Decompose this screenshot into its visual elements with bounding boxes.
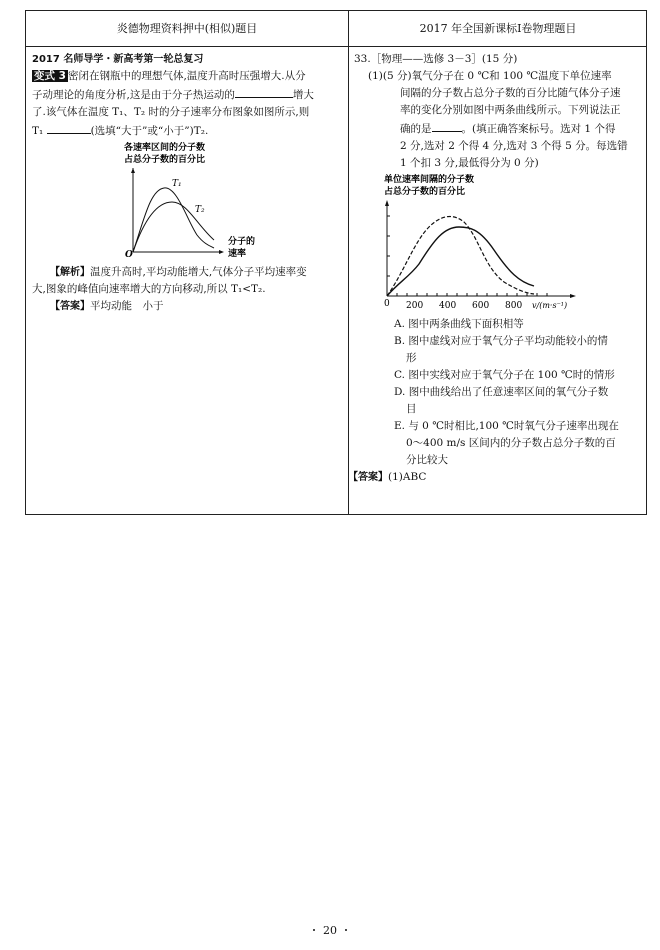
question-text: 密闭在钢瓶中的理想气体,温度升高时压强增大.从分: [67, 70, 306, 82]
answer-blank: [47, 121, 91, 134]
answer-blank: [235, 85, 293, 98]
question-text: 2 分,选对 2 个得 4 分,选对 3 个得 5 分。每选错: [400, 140, 628, 152]
question-text: 增大: [292, 89, 314, 101]
x-axis-label: 分子的: [228, 237, 256, 247]
option-d: D. 图中曲线给出了任意速率区间的氧气分子数: [394, 386, 609, 398]
answer-label: 【答案】: [348, 472, 388, 483]
curve-t1: [133, 188, 214, 252]
y-axis-label: 占总分子数的百分比: [384, 187, 466, 197]
answer-blank: [432, 119, 462, 132]
source-title: 2017 名师导学・新高考第一轮总复习: [32, 54, 204, 65]
option-b: 形: [406, 352, 417, 364]
x-tick-label: 400: [439, 301, 457, 310]
question-text: (选填“大于”或“小于”)T₂.: [90, 125, 209, 137]
option-e: 0～400 m/s 区间内的分子数占总分子数的百: [406, 437, 616, 449]
x-axis-label: v/(m·s⁻¹): [532, 301, 568, 310]
page-number: ・ 20 ・: [308, 924, 352, 937]
question-text: 子动理论的角度分析,这是由于分子热运动的: [32, 89, 235, 101]
header-left: 炎德物理资料押中(相似)题目: [116, 22, 258, 35]
divider: [26, 46, 646, 47]
option-a: A. 图中两条曲线下面积相等: [394, 318, 524, 330]
curve-label-t1: T₁: [172, 179, 182, 189]
question-text: 间隔的分子数占总分子数的百分比随气体分子速: [400, 87, 621, 99]
right-column: [348, 51, 644, 486]
origin-label: 0: [384, 299, 390, 309]
options-list: [354, 316, 644, 469]
oxygen-speed-graph: [354, 172, 644, 310]
option-e: 分比较大: [406, 454, 448, 466]
dashed-curve: [387, 217, 534, 296]
question-text: 。(填正确答案标号。选对 1 个得: [461, 123, 616, 135]
analysis-text: 大,图象的峰值向速率增大的方向移动,所以 T₁<T₂.: [32, 283, 266, 295]
option-b: B. 图中虚线对应于氧气分子平均动能较小的情: [394, 335, 608, 347]
option-d: 目: [406, 403, 417, 415]
y-axis-label: 单位速率间隔的分子数: [384, 175, 475, 185]
question-heading: 33.［物理——选修 3－3］(15 分): [354, 53, 518, 65]
question-text: 了.该气体在温度 T₁、T₂ 时的分子速率分布图象如图所示,则: [32, 106, 310, 118]
option-c: C. 图中实线对应于氧气分子在 100 ℃时的情形: [394, 369, 615, 381]
question-text: 1 个扣 3 分,最低得分为 0 分): [400, 157, 539, 169]
y-axis-label: 占总分子数的百分比: [124, 155, 206, 165]
question-text: (1)(5 分)氧气分子在 0 ℃和 100 ℃温度下单位速率: [368, 70, 612, 82]
question-text: 率的变化分别如图中两条曲线所示。下列说法正: [400, 104, 621, 116]
divider: [348, 11, 349, 514]
y-axis-label: 各速率区间的分子数: [124, 143, 206, 153]
answer-text: (1)ABC: [388, 471, 427, 483]
x-tick-label: 200: [406, 301, 424, 310]
analysis-label: 【解析】: [50, 267, 90, 278]
solid-curve: [387, 227, 534, 296]
analysis-text: 温度升高时,平均动能增大,气体分子平均速率变: [90, 266, 307, 278]
speed-distribution-graph: [32, 140, 344, 258]
x-axis-label: 速率: [228, 249, 247, 258]
variant-tag: 变式 3: [34, 70, 66, 82]
header-right: 2017 年全国新课标Ⅰ卷物理题目: [419, 22, 577, 35]
origin-label: O: [125, 250, 133, 258]
answer-label: 【答案】: [50, 301, 90, 312]
question-text: 确的是: [400, 123, 432, 135]
comparison-table: [25, 10, 647, 515]
x-tick-label: 600: [472, 301, 490, 310]
option-e: E. 与 0 ℃时相比,100 ℃时氧气分子速率出现在: [394, 420, 619, 432]
left-column: [32, 51, 344, 315]
curve-label-t2: T₂: [195, 205, 205, 215]
answer-text: 平均动能 小于: [90, 300, 164, 312]
question-text: T₁: [32, 125, 44, 137]
x-tick-label: 800: [505, 301, 523, 310]
